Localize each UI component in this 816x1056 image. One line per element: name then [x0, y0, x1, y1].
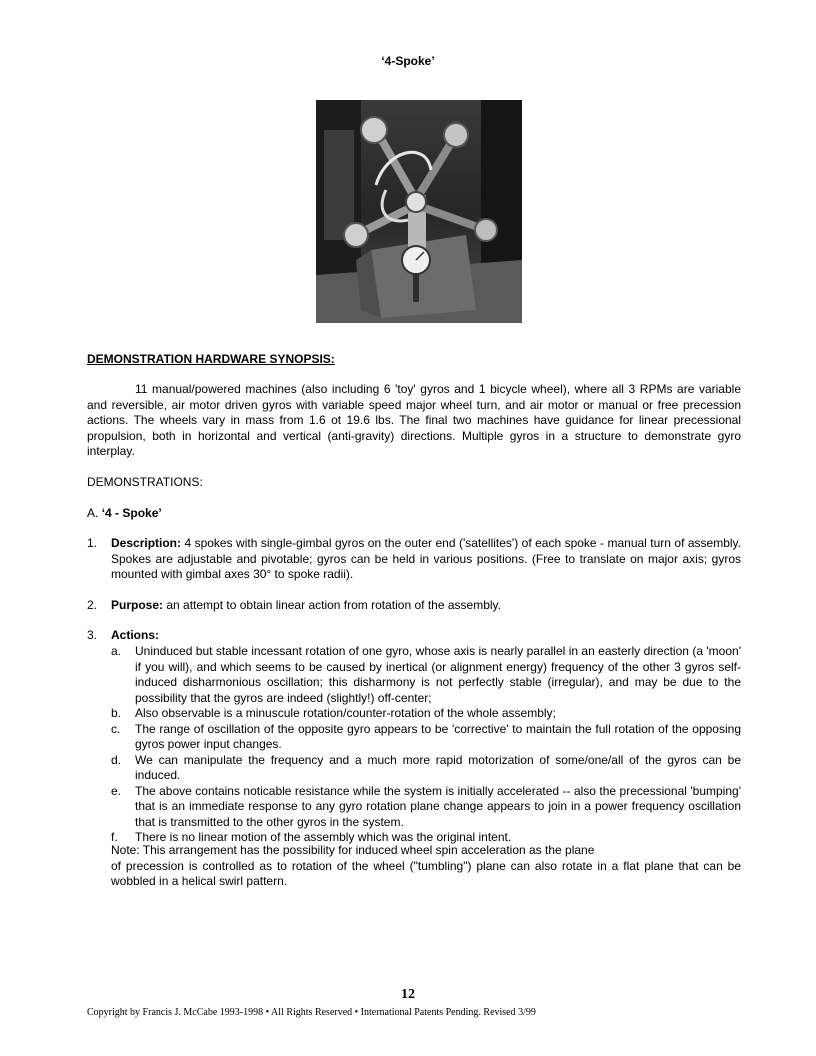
- action-text: There is no linear motion of the assembly which was the original intent.: [135, 830, 512, 844]
- action-letter: a.: [111, 644, 122, 658]
- page-title: ‘4-Spoke’: [381, 54, 435, 68]
- note-paragraph: [111, 843, 741, 890]
- action-text: The above contains noticable resistance while the system is initially accelerated -- also the precessional 'bumping' that is an immediate response to any gyro rotation plane change appears to join in a power frequency oscillation that is transmitted to the other gyros in the system.: [135, 783, 741, 829]
- action-item: [111, 722, 741, 753]
- item-body: [111, 536, 741, 583]
- item-lead: Description:: [111, 536, 182, 550]
- note-line-2: of precession is controlled as to rotation of the wheel ("tumbling") plane can also rotate in a flat plane that can be wobbled in a helical swirl pattern.: [111, 858, 741, 888]
- note-line-1: Note: This arrangement has the possibility for induced wheel spin acceleration as the plane: [111, 843, 595, 857]
- demonstration-a-heading: [87, 506, 162, 522]
- synopsis-heading: DEMONSTRATION HARDWARE SYNOPSIS:: [87, 352, 335, 366]
- item-lead: Purpose:: [111, 598, 164, 612]
- item-body: [111, 598, 741, 614]
- item-text: an attempt to obtain linear action from rotation of the assembly.: [163, 598, 501, 612]
- item-lead: Actions:: [111, 628, 159, 642]
- item-number: 2.: [87, 598, 98, 612]
- action-letter: c.: [111, 721, 121, 736]
- synopsis-paragraph: 11 manual/powered machines (also including 6 'toy' gyros and 1 bicycle wheel), where all 3 RPMs are variable and reversible, air motor driven gyros with variable speed major wheel turn, and air motor or manual or free precession actions. The wheels vary in mass from 1.6 ot 19.6 lbs. The final two machines have guidance for linear precessional propulsion, both in horizontal and vertical (anti-gravity) directions. Multiple gyros in a structure to demonstrate gyro interplay.: [87, 382, 741, 458]
- action-letter: b.: [111, 706, 122, 720]
- action-item: [111, 706, 741, 722]
- action-item: [111, 784, 741, 831]
- numbered-item-description: [87, 536, 741, 583]
- action-letter: f.: [111, 830, 118, 844]
- action-text: The range of oscillation of the opposite gyro appears to be 'corrective' to maintain the full rotation of the opposing gyros power input changes.: [135, 721, 741, 751]
- demonstration-a-title: ‘4 - Spoke’: [101, 506, 162, 520]
- page-number: 12: [401, 987, 415, 1002]
- action-letter: d.: [111, 752, 122, 767]
- item-text: 4 spokes with single-gimbal gyros on the outer end ('satellites') of each spoke - manual turn of assembly. Spokes are adjustable and pivotable; gyros can be held in various positions. (Free to translate on major axis; gyros mounted with gimbal axes 30° to spoke radii).: [111, 536, 741, 581]
- numbered-item-purpose: [87, 598, 741, 614]
- action-text: We can manipulate the frequency and a much more rapid motorization of some/one/all of the gyros can be induced.: [135, 752, 741, 782]
- copyright-footer: Copyright by Francis J. McCabe 1993-1998 • All Rights Reserved • International Patents Pending. Revised 3/99: [87, 1007, 536, 1018]
- action-item: [111, 644, 741, 706]
- item-number: 3.: [87, 628, 98, 642]
- item-number: 1.: [87, 536, 98, 550]
- action-item: [111, 753, 741, 784]
- actions-list: [111, 644, 741, 846]
- demonstration-a-prefix: A.: [87, 506, 99, 520]
- item-body: [111, 628, 741, 644]
- numbered-item-actions: [87, 628, 741, 644]
- demonstrations-heading: DEMONSTRATIONS:: [87, 475, 203, 489]
- action-letter: e.: [111, 783, 122, 798]
- gyro-assembly-photo: [316, 100, 522, 323]
- action-text: Uninduced but stable incessant rotation of one gyro, whose axis is nearly parallel in an easterly direction (a 'moon' if you will), and which seems to be caused by inertical (or alignment energy) frequency of the other 3 gyros self-induced disharmonious oscillation; this disharmony is not perfectly stable (irregular), and may be due to the possibility that the gyros are indeed (slightly!) off-center;: [135, 644, 741, 705]
- action-text: Also observable is a minuscule rotation/counter-rotation of the whole assembly;: [135, 706, 556, 720]
